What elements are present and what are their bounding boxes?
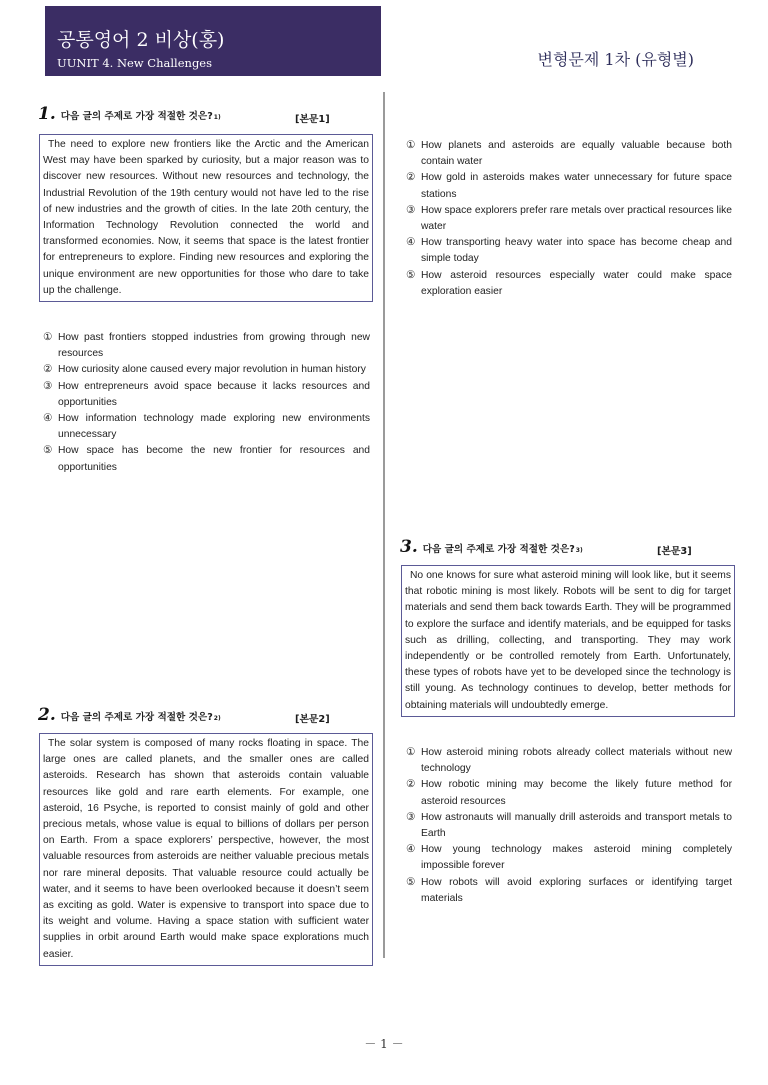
answer-option[interactable] bbox=[43, 330, 370, 362]
answer-option[interactable] bbox=[406, 235, 732, 267]
option-number: ③ bbox=[43, 380, 53, 392]
question-prompt: 다음 글의 주제로 가장 적절한 것은? bbox=[422, 544, 575, 555]
option-text: How past frontiers stopped industries from growing through new resources bbox=[58, 332, 370, 360]
option-number: ③ bbox=[406, 811, 416, 823]
answer-option[interactable] bbox=[406, 842, 732, 874]
question-prompt: 다음 글의 주제로 가장 적절한 것은? bbox=[60, 111, 213, 122]
option-number: ⑤ bbox=[406, 876, 416, 888]
option-number: ④ bbox=[43, 413, 53, 425]
answer-option[interactable] bbox=[406, 810, 732, 842]
option-number: ④ bbox=[406, 237, 416, 249]
option-text: How gold in asteroids makes water unnecessary for future space stations bbox=[421, 172, 732, 200]
textbook-title: 공통영어 2 비상(홍) bbox=[57, 29, 225, 51]
header-banner bbox=[45, 6, 381, 76]
footnote-marker: 1) bbox=[213, 114, 221, 121]
unit-subtitle: UUNIT 4. New Challenges bbox=[57, 56, 213, 70]
answer-option[interactable] bbox=[406, 138, 732, 170]
answer-option[interactable] bbox=[406, 268, 732, 300]
option-text: How young technology makes asteroid mining completely impossible forever bbox=[421, 844, 732, 872]
answer-option[interactable] bbox=[406, 203, 732, 235]
question-number: 3. bbox=[400, 537, 418, 557]
exam-title: 변형문제 1차 (유형별) bbox=[537, 50, 694, 69]
option-text: How entrepreneurs avoid space because it lacks resources and opportunities bbox=[58, 380, 370, 408]
answer-option[interactable] bbox=[43, 411, 370, 443]
options-1 bbox=[43, 330, 370, 476]
answer-option[interactable] bbox=[43, 362, 370, 378]
option-text: How asteroid resources especially water could make space exploration easier bbox=[421, 269, 732, 297]
passage-1 bbox=[39, 134, 373, 302]
option-number: ⑤ bbox=[43, 445, 53, 457]
option-number: ① bbox=[43, 332, 53, 343]
question-3-heading bbox=[400, 537, 583, 557]
answer-option[interactable] bbox=[43, 379, 370, 411]
passage-tag: [본문1] bbox=[295, 114, 330, 125]
option-text: How space explorers prefer rare metals over practical resources like water bbox=[421, 204, 732, 233]
option-number: ⑤ bbox=[406, 269, 416, 281]
footnote-marker: 2) bbox=[213, 715, 221, 722]
option-text: How asteroid mining robots already collect materials without new technology bbox=[421, 747, 732, 775]
option-number: ④ bbox=[406, 844, 416, 856]
passage-text: No one knows for sure what asteroid mining will look like, but it seems that robotic mining is most likely. Robots will be sent to dig for target materials and send them back towards Earth. They will be programmed to explore the surface and identify materials, and be equipped for tasks such as drilling, collecting, and transporting. They may work independently or be controlled remotely from Earth. Unfortunately, these types of robots have yet to be developed since the technology is still young. As technology continues to develop, better methods for obtaining materials will undoubtedly emerge. bbox=[405, 570, 731, 711]
answer-option[interactable] bbox=[43, 443, 370, 475]
passage-text: The solar system is composed of many rocks floating in space. The large ones are called planets, and the smaller ones are called asteroids. Research has shown that asteroids contain valuable resources like gold and rare earth elements. For example, one asteroid, 16 Psyche, is reported to consist mainly of gold and other precious metals, whose value is equal to billions of dollars per person on Earth. From a space explorers’ perspective, however, the most valuable resources from asteroids are neither valuable precious metals nor rare mineral deposits. That valuable resource could actually be water, and it seems to have been overlooked because it doesn’t seem as exciting as gold. Water is expensive to transport into space due to its weight and volume. Having a space station with sufficient water supplies in orbit around Earth would make space explorations much easier. bbox=[43, 738, 369, 960]
option-text: How transporting heavy water into space has become cheap and simple today bbox=[421, 237, 732, 265]
option-text: How information technology made exploring new environments unnecessary bbox=[58, 413, 370, 441]
option-number: ③ bbox=[406, 204, 416, 216]
passage-tag: [본문3] bbox=[657, 546, 692, 557]
column-divider bbox=[383, 92, 385, 958]
passage-3 bbox=[401, 565, 735, 717]
option-number: ② bbox=[406, 172, 416, 184]
question-number: 2. bbox=[38, 705, 56, 725]
answer-option[interactable] bbox=[406, 777, 732, 809]
option-text: How astronauts will manually drill asteroids and transport metals to Earth bbox=[421, 811, 732, 840]
option-number: ① bbox=[406, 140, 416, 151]
option-text: How curiosity alone caused every major revolution in human history bbox=[58, 364, 366, 376]
answer-option[interactable] bbox=[406, 875, 732, 907]
options-3 bbox=[406, 745, 732, 907]
question-number: 1. bbox=[38, 104, 56, 124]
option-number: ② bbox=[406, 779, 416, 791]
question-2-heading bbox=[38, 705, 221, 725]
options-2 bbox=[406, 138, 732, 300]
option-number: ② bbox=[43, 364, 53, 376]
answer-option[interactable] bbox=[406, 170, 732, 202]
question-prompt: 다음 글의 주제로 가장 적절한 것은? bbox=[60, 712, 213, 723]
passage-tag: [본문2] bbox=[295, 714, 330, 725]
passage-text: The need to explore new frontiers like the Arctic and the American West may have been sparked by curiosity, but a major reason was to discover new resources. Without new resources and technology, the Industrial Revolution of the 19th century would not have led to the rise of new industries and the growth of cities. In the late 20th century, the Information Technology Revolution connected the world and transformed economies. Now, it seems that space is the latest frontier for entrepreneurs to explore. Finding new resources and exploring the unique environment are new opportunities for those who dare to take up the challenge. bbox=[43, 139, 369, 296]
passage-2 bbox=[39, 733, 373, 966]
option-number: ① bbox=[406, 747, 416, 758]
option-text: How robotic mining may become the likely future method for asteroid resources bbox=[421, 779, 732, 807]
answer-option[interactable] bbox=[406, 745, 732, 777]
footnote-marker: 3) bbox=[575, 547, 583, 554]
page-number: － 1 － bbox=[364, 1037, 404, 1051]
option-text: How space has become the new frontier for resources and opportunities bbox=[58, 445, 370, 473]
question-1-heading bbox=[38, 104, 221, 124]
option-text: How robots will avoid exploring surfaces or identifying target materials bbox=[421, 876, 732, 904]
option-text: How planets and asteroids are equally valuable because both contain water bbox=[421, 140, 732, 168]
